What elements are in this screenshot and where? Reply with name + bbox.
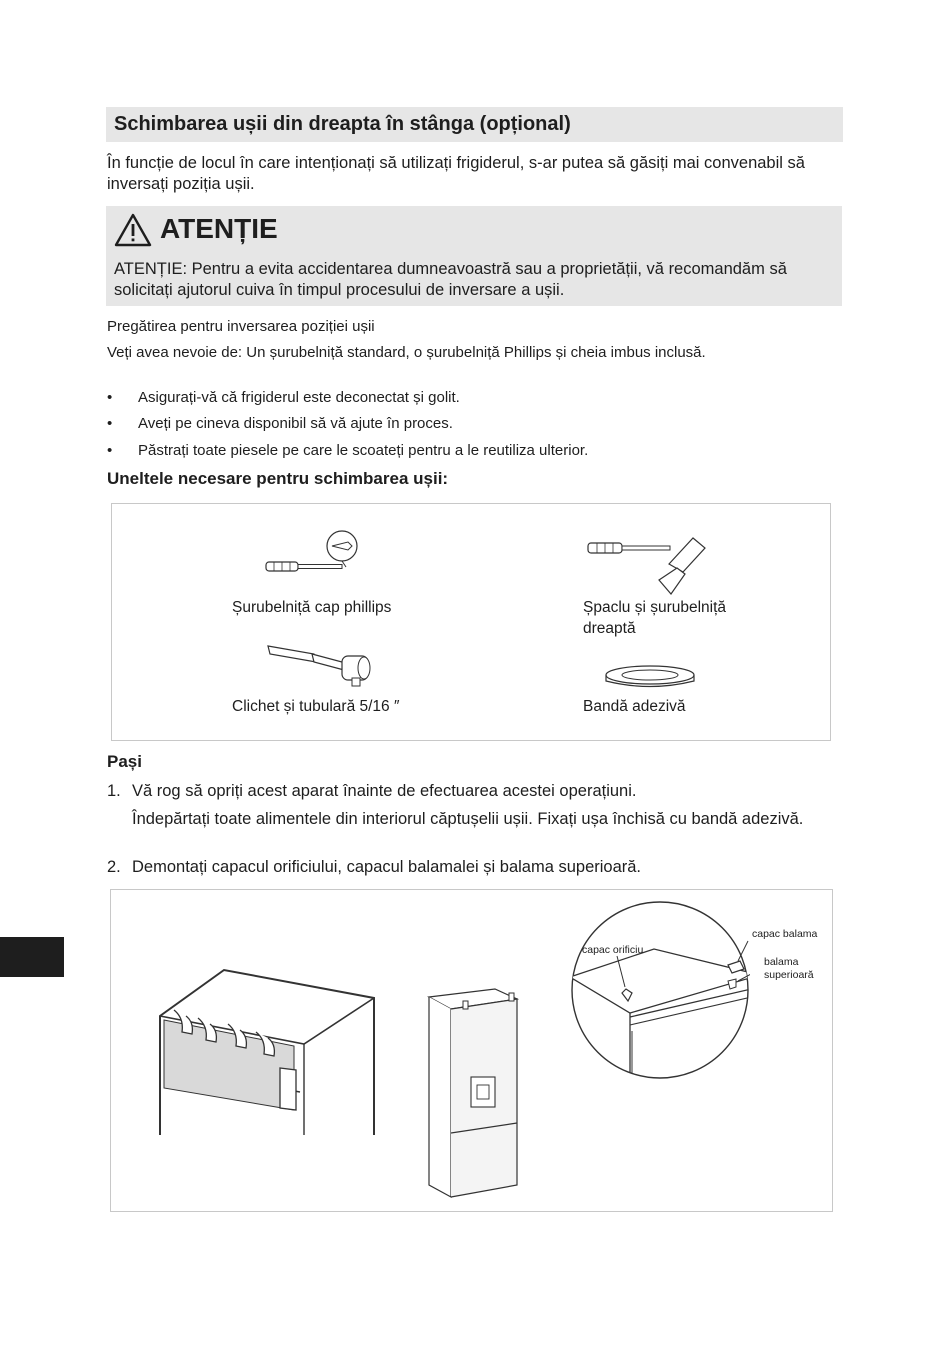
steps-title: Pași: [107, 752, 142, 771]
hinge-detail-icon: [570, 893, 750, 1088]
warning-triangle-icon: [114, 213, 152, 247]
section-title: Schimbarea ușii din dreapta în stânga (opțional): [114, 113, 571, 135]
tool-label: Clichet și tubulară 5/16 ″: [232, 698, 400, 715]
step-extra-text: Îndepărtați toate alimentele din interiorul căptușelii ușii. Fixați ușa închisă cu bandă adezivă.: [132, 810, 804, 828]
bullet-symbol: •: [107, 389, 113, 406]
step-item: [107, 857, 842, 881]
step-text: Vă rog să opriți acest aparat înainte de efectuarea acestei operațiuni.: [132, 782, 637, 800]
list-item-text: Aveți pe cineva disponibil să vă ajute în proces.: [138, 415, 453, 432]
preparation-need: Veți avea nevoie de: Un șurubelniță standard, o șurubelniță Phillips și cheia imbus inclusă.: [107, 344, 706, 361]
callout-top-hinge: balama superioară: [764, 956, 814, 981]
chapter-tab: [0, 937, 64, 977]
callout-hole-cover: capac orificiu: [582, 944, 644, 956]
taped-fridge-door-icon: [150, 960, 390, 1140]
step-number: 2.: [107, 858, 121, 876]
intro-paragraph: În funcție de locul în care intenționați să utilizați frigiderul, s-ar putea să găsiți mai convenabil să inversați poziția ușii.: [107, 154, 805, 193]
step-number: 1.: [107, 782, 121, 800]
step-text: Demontați capacul orificiului, capacul balamalei și balama superioară.: [132, 858, 642, 876]
adhesive-tape-icon: [600, 662, 704, 692]
tool-label: Șpaclu și șurubelniță dreaptă: [583, 599, 727, 637]
refrigerator-icon: [425, 985, 525, 1200]
tool-label: Șurubelniță cap phillips: [232, 599, 392, 616]
tools-title: Uneltele necesare pentru schimbarea ușii:: [107, 469, 449, 488]
tool-label: Bandă adezivă: [583, 698, 686, 715]
preparation-heading: Pregătirea pentru inversarea poziției ușii: [107, 318, 375, 335]
putty-knife-screwdriver-icon: [585, 534, 713, 598]
bullet-symbol: •: [107, 442, 113, 459]
list-item-text: Păstrați toate piesele pe care le scoateți pentru a le reutiliza ulterior.: [138, 442, 589, 459]
warning-text: ATENȚIE: Pentru a evita accidentarea dumneavoastră sau a proprietății, vă recomandăm să solicitați ajutorul cuiva în timpul procesului de inversare a ușii.: [114, 260, 787, 299]
callout-hinge-cover: capac balama: [752, 928, 818, 940]
step-item: [107, 781, 842, 851]
bullet-symbol: •: [107, 415, 113, 432]
list-item-text: Asigurați-vă că frigiderul este deconectat și golit.: [138, 389, 460, 406]
warning-title: ATENȚIE: [160, 213, 278, 244]
phillips-screwdriver-icon: [262, 528, 362, 580]
ratchet-socket-icon: [264, 640, 376, 690]
